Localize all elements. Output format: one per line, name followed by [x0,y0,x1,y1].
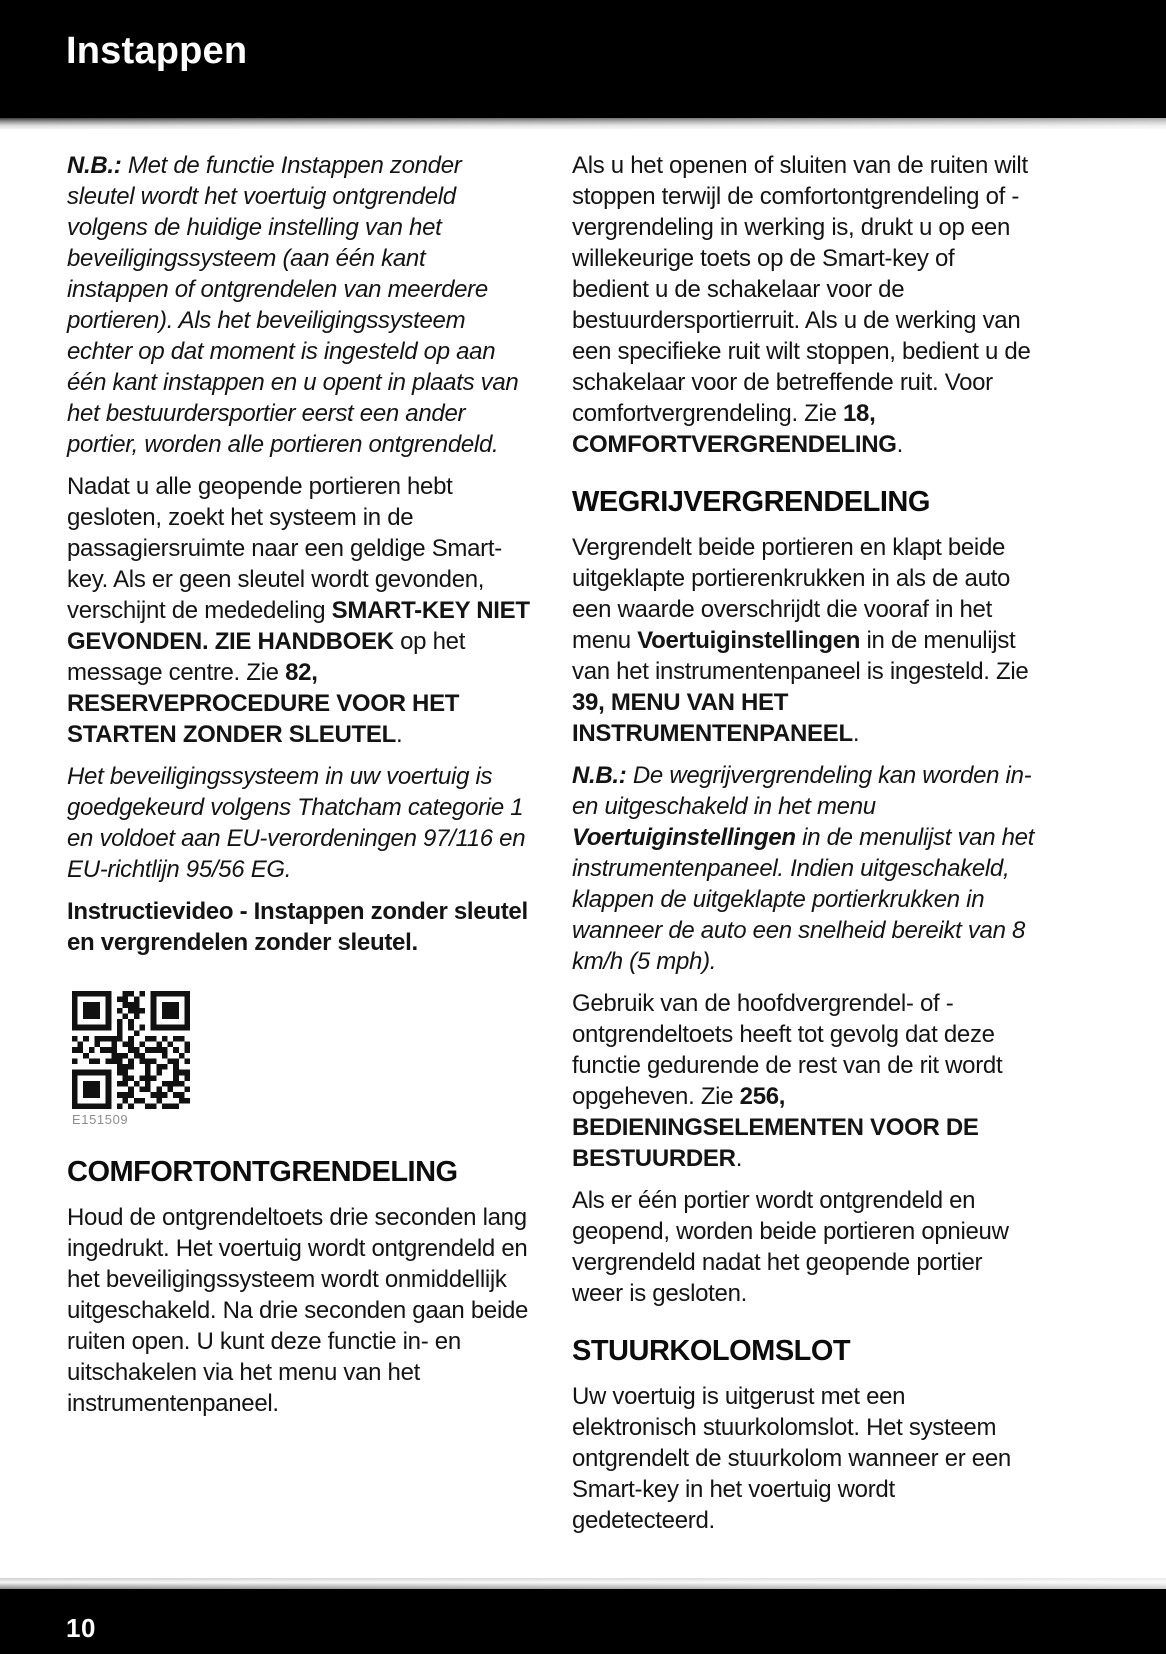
page-title: Instappen [66,30,248,72]
page-number: 10 [66,1613,96,1643]
text-run: Als er één portier wordt ontgrendeld en geopend, worden beide portieren opnieuw vergrendeld nadat het geopende portier weer is gesloten. [572,1187,1009,1307]
text-run: Gebruik van de hoofdvergrendel- of -ontgrendeltoets heeft tot gevolg dat deze functie gedurende de rest van de rit wordt opgeheven. Zie [572,990,1003,1110]
footer-bar [0,1589,1166,1654]
text-run: 39, MENU VAN HET INSTRUMENTENPANEEL [572,689,853,747]
text-run: 256, BEDIENINGSELEMENTEN VOOR DE BESTUURDER [572,1083,979,1172]
text-run: Met de functie Instappen zonder sleutel wordt het voertuig ontgrendeld volgens de huidige instelling van het beveiligingssysteem (aan één kant instappen of ontgrendelen van meerdere portieren). Als het beveiligingssysteem echter op dat moment is ingesteld op aan één kant instappen en u opent in plaats van het bestuurdersportier eerst een ander portier, worden alle portieren ontgrendeld. [67,152,519,458]
qr-code-icon [72,991,190,1109]
paragraph [572,1185,1035,1309]
text-run: Voertuiginstellingen [637,627,861,654]
text-run: 18, COMFORTVERGRENDELING [572,400,897,458]
text-run: in de menulijst van het instrumentenpaneel. Indien uitgeschakeld, klappen de uitgeklapte portierkrukken in wanneer de auto een snelheid bereikt van 8 km/h (5 mph). [572,824,1035,975]
section-heading: STUURKOLOMSLOT [572,1335,851,1367]
text-run: N.B.: [67,152,128,179]
paragraph [572,532,1035,749]
text-run: . [395,721,403,748]
text-run: . [852,720,860,747]
qr-code-block [72,991,190,1127]
text-run: Uw voertuig is uitgerust met een elektronisch stuurkolomslot. Het systeem ontgrendelt de stuurkolom wanneer er een Smart-key in het voertuig wordt gedetecteerd. [572,1383,1011,1534]
text-run: . [896,431,904,458]
text-run: op het message centre. Zie [67,628,466,686]
paragraph [572,988,1035,1174]
paragraph [572,1381,1035,1536]
text-run: 82, RESERVEPROCEDURE VOOR HET STARTEN ZONDER SLEUTEL [67,659,460,748]
section-heading: WEGRIJVERGRENDELING [572,486,930,518]
text-run: N.B.: [572,762,633,789]
section-heading: COMFORTONTGRENDELING [67,1156,458,1188]
text-run: Houd de ontgrendeltoets drie seconden lang ingedrukt. Het voertuig wordt ontgrendeld en het beveiligingssysteem wordt onmiddellijk uitgeschakeld. Na drie seconden gaan beide ruiten open. U kunt deze functie in- en uitschakelen via het menu van het instrumentenpaneel. [67,1204,529,1417]
text-run: Voertuiginstellingen [572,824,796,851]
text-run: De wegrijvergrendeling kan worden in- en uitgeschakeld in het menu [572,762,1032,820]
qr-figure-label: E151509 [72,1112,129,1127]
footer-chrome-strip [0,1578,1166,1589]
left-column [67,150,530,1430]
paragraph [572,760,1035,977]
text-run: . [735,1145,743,1172]
header-bar [0,0,1166,118]
paragraph [572,150,1035,460]
paragraph [67,1202,530,1419]
text-run: in de menulijst van het instrumentenpaneel is ingesteld. Zie [572,627,1029,685]
paragraph [67,471,530,750]
paragraph [67,761,530,885]
text-run: SMART-KEY NIET GEVONDEN. ZIE HANDBOEK [67,597,530,655]
text-run: Als u het openen of sluiten van de ruiten wilt stoppen terwijl de comfortontgrendeling of -vergrendeling in werking is, drukt u op een willekeurige toets op de Smart-key of bedient u de schakelaar voor de bestuurdersportierruit. Als u de werking van een specifieke ruit wilt stoppen, bedient u de schakelaar voor de betreffende ruit. Voor comfortvergrendeling. Zie [572,152,1031,427]
text-run: Nadat u alle geopende portieren hebt gesloten, zoekt het systeem in de passagiersruimte naar een geldige Smart-key. Als er geen sleutel wordt gevonden, verschijnt de mededeling [67,473,502,624]
text-run: Het beveiligingssysteem in uw voertuig is goedgekeurd volgens Thatcham categorie 1 en voldoet aan EU-verordeningen 97/116 en EU-richtlijn 95/56 EG. [67,763,526,883]
paragraph [67,896,530,958]
right-column [572,150,1035,1547]
text-run: Vergrendelt beide portieren en klapt beide uitgeklapte portierenkrukken in als de auto een waarde overschrijdt die vooraf in het menu [572,534,1011,654]
paragraph [67,150,530,460]
text-run: Instructievideo - Instappen zonder sleutel en vergrendelen zonder sleutel. [67,898,528,956]
header-chrome-strip [0,118,1166,129]
